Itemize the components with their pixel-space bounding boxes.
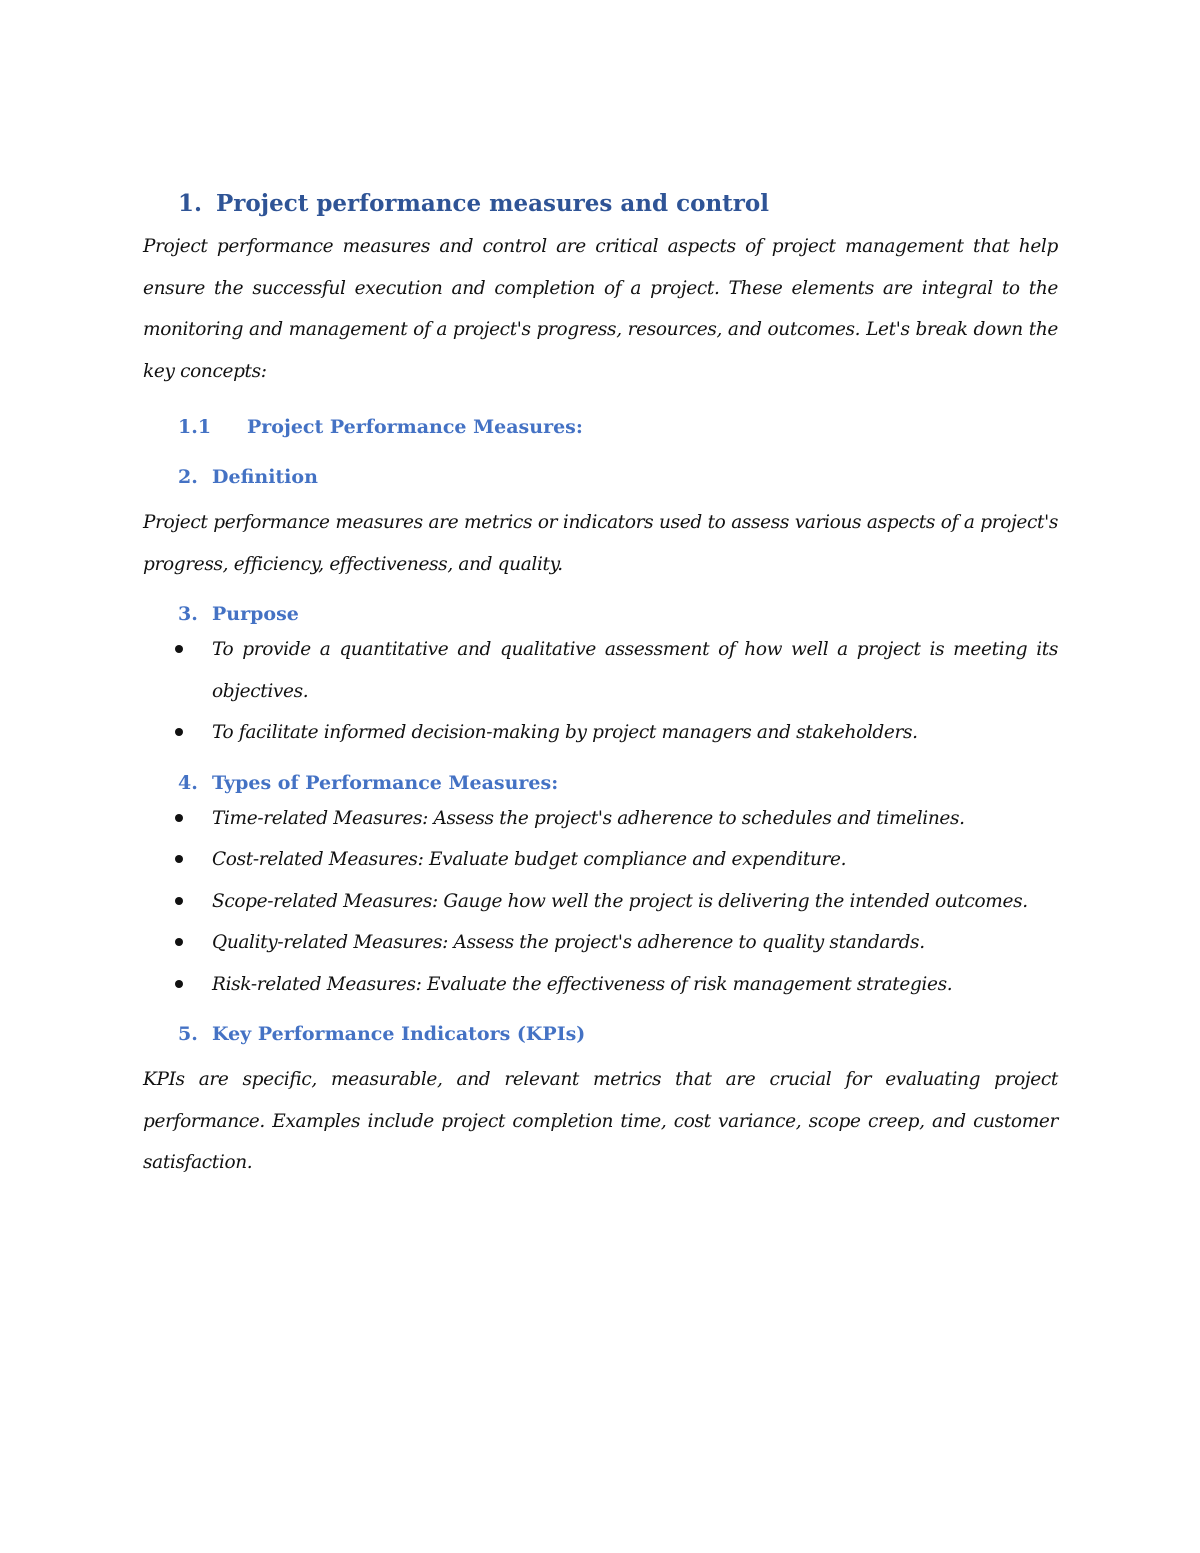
kpis-number: 5.	[178, 1023, 198, 1045]
types-list	[143, 798, 1058, 1006]
list-item-text: To facilitate informed decision-making by project managers and stakeholders.	[212, 722, 918, 743]
bullet-icon	[175, 897, 183, 905]
definition-heading	[178, 462, 1058, 492]
list-item	[143, 798, 1058, 840]
list-item	[143, 629, 1058, 712]
bullet-icon	[175, 645, 183, 653]
section-heading-1	[178, 186, 1058, 222]
types-number: 4.	[178, 771, 198, 794]
definition-number: 2.	[178, 466, 198, 488]
bullet-icon	[175, 855, 183, 863]
list-item	[143, 712, 1058, 754]
list-item-text: Time-related Measures: Assess the project's adherence to schedules and timelines.	[212, 807, 965, 829]
list-item-text: Cost-related Measures: Evaluate budget compliance and expenditure.	[212, 849, 847, 870]
list-item	[143, 839, 1058, 881]
section-number: 1.	[178, 190, 203, 217]
types-title: Types of Performance Measures:	[212, 771, 559, 794]
purpose-heading	[178, 599, 1058, 629]
bullet-icon	[175, 980, 183, 988]
subsection-heading	[178, 412, 1058, 442]
list-item	[143, 881, 1058, 923]
definition-paragraph: Project performance measures are metrics or indicators used to assess various aspects of a project's progress, efficiency, effectiveness, and quality.	[143, 512, 1058, 575]
list-item-text: Scope-related Measures: Gauge how well the project is delivering the intended outcomes.	[212, 890, 1028, 912]
list-item	[143, 964, 1058, 1006]
bullet-icon	[175, 938, 183, 946]
definition-title: Definition	[212, 466, 318, 488]
document-body	[143, 186, 1058, 1184]
intro-paragraph: Project performance measures and control are critical aspects of project management that help ensure the successful execution and completion of a project. These elements are integral to the monitoring and management of a project's progress, resources, and outcomes. Let's break down the key concepts:	[143, 236, 1058, 382]
bullet-icon	[175, 814, 183, 822]
bullet-icon	[175, 728, 183, 736]
purpose-number: 3.	[178, 603, 198, 625]
list-item-text: To provide a quantitative and qualitative assessment of how well a project is meeting its objectives.	[212, 639, 1058, 702]
kpis-heading	[178, 1019, 1058, 1049]
list-item-text: Quality-related Measures: Assess the project's adherence to quality standards.	[212, 932, 925, 953]
list-item-text: Risk-related Measures: Evaluate the effectiveness of risk management strategies.	[212, 973, 953, 995]
subsection-title: Project Performance Measures:	[247, 416, 583, 438]
kpis-paragraph: KPIs are specific, measurable, and relevant metrics that are crucial for evaluating project performance. Examples include project completion time, cost variance, scope creep, and customer satisfaction.	[143, 1069, 1058, 1173]
list-item	[143, 922, 1058, 964]
section-title: Project performance measures and control	[216, 190, 769, 217]
purpose-list	[143, 629, 1058, 754]
purpose-title: Purpose	[212, 603, 299, 625]
kpis-title: Key Performance Indicators (KPIs)	[212, 1023, 586, 1045]
types-heading	[178, 768, 1058, 798]
subsection-number: 1.1	[178, 416, 212, 438]
